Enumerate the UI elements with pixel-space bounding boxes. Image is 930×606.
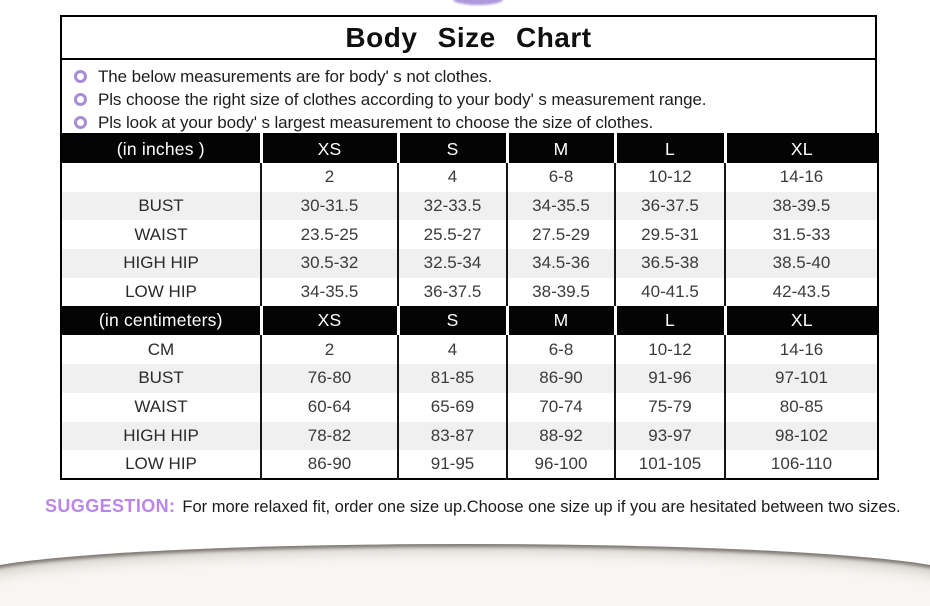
value-cell: 80-85: [725, 393, 878, 422]
header-panel: [60, 15, 877, 133]
value-cell: 2: [261, 335, 398, 364]
table-row: [61, 450, 878, 479]
size-header-cell: XS: [261, 306, 398, 335]
table-row: [61, 364, 878, 393]
unit-header-cell: (in centimeters): [61, 306, 261, 335]
note-text: The below measurements are for body' s not clothes.: [98, 66, 493, 86]
measure-label-cell: LOW HIP: [61, 278, 261, 307]
value-cell: 81-85: [398, 364, 507, 393]
size-header-cell: M: [507, 306, 615, 335]
value-cell: 91-95: [398, 450, 507, 479]
value-cell: 101-105: [615, 450, 725, 479]
table-row: [61, 393, 878, 422]
value-cell: 36-37.5: [615, 192, 725, 221]
value-cell: 78-82: [261, 422, 398, 451]
size-header-cell: XL: [725, 306, 878, 335]
size-header-cell: L: [615, 134, 725, 163]
unit-header-cell: (in inches ): [61, 134, 261, 163]
value-cell: 32-33.5: [398, 192, 507, 221]
page-title: Body Size Chart: [345, 21, 592, 53]
title-box: [62, 17, 875, 60]
value-cell: 86-90: [261, 450, 398, 479]
value-cell: 30.5-32: [261, 249, 398, 278]
note-item: [74, 65, 869, 88]
note-text: Pls look at your body' s largest measurement to choose the size of clothes.: [98, 112, 654, 132]
value-cell: 34-35.5: [261, 278, 398, 307]
value-cell: 75-79: [615, 393, 725, 422]
value-cell: 98-102: [725, 422, 878, 451]
top-decoration: [453, 0, 503, 5]
table-row: [61, 422, 878, 451]
bullet-ring-icon: [74, 93, 87, 106]
value-cell: 36-37.5: [398, 278, 507, 307]
value-cell: 31.5-33: [725, 220, 878, 249]
value-cell: 38-39.5: [725, 192, 878, 221]
value-cell: 25.5-27: [398, 220, 507, 249]
value-cell: 91-96: [615, 364, 725, 393]
value-cell: 97-101: [725, 364, 878, 393]
size-header-cell: M: [507, 134, 615, 163]
table-row: [61, 249, 878, 278]
table-header-row-inches: [61, 134, 878, 163]
value-cell: 83-87: [398, 422, 507, 451]
value-cell: 76-80: [261, 364, 398, 393]
value-cell: 106-110: [725, 450, 878, 479]
value-cell: 32.5-34: [398, 249, 507, 278]
value-cell: 36.5-38: [615, 249, 725, 278]
table-row: [61, 163, 878, 192]
size-header-cell: XS: [261, 134, 398, 163]
value-cell: 6-8: [507, 163, 615, 192]
value-cell: 88-92: [507, 422, 615, 451]
value-cell: 10-12: [615, 163, 725, 192]
bullet-ring-icon: [74, 116, 87, 129]
suggestion-label: SUGGESTION:: [45, 496, 176, 516]
size-table: [60, 133, 879, 480]
value-cell: 34-35.5: [507, 192, 615, 221]
table-row: [61, 278, 878, 307]
value-cell: 4: [398, 335, 507, 364]
table-header-row-centimeters: [61, 306, 878, 335]
size-header-cell: XL: [725, 134, 878, 163]
bullet-ring-icon: [74, 70, 87, 83]
value-cell: 14-16: [725, 163, 878, 192]
note-text: Pls choose the right size of clothes according to your body' s measurement range.: [98, 89, 707, 109]
value-cell: 42-43.5: [725, 278, 878, 307]
value-cell: 2: [261, 163, 398, 192]
measure-label-cell: HIGH HIP: [61, 422, 261, 451]
bottom-page-shadow: [0, 544, 930, 606]
suggestion-text: For more relaxed fit, order one size up.Choose one size up if you are hesitated between two sizes.: [182, 498, 901, 516]
value-cell: 86-90: [507, 364, 615, 393]
note-item: [74, 88, 869, 111]
table-row: [61, 335, 878, 364]
value-cell: 70-74: [507, 393, 615, 422]
size-header-cell: S: [398, 306, 507, 335]
note-item: [74, 111, 869, 134]
value-cell: 23.5-25: [261, 220, 398, 249]
value-cell: 4: [398, 163, 507, 192]
value-cell: 27.5-29: [507, 220, 615, 249]
measure-label-cell: BUST: [61, 192, 261, 221]
table-row: [61, 220, 878, 249]
value-cell: 6-8: [507, 335, 615, 364]
measure-label-cell: WAIST: [61, 393, 261, 422]
value-cell: 29.5-31: [615, 220, 725, 249]
value-cell: 93-97: [615, 422, 725, 451]
measure-label-cell: LOW HIP: [61, 450, 261, 479]
table-row: [61, 192, 878, 221]
measure-label-cell: BUST: [61, 364, 261, 393]
value-cell: 34.5-36: [507, 249, 615, 278]
value-cell: 38.5-40: [725, 249, 878, 278]
suggestion-line: [45, 496, 915, 517]
measure-label-cell: HIGH HIP: [61, 249, 261, 278]
value-cell: 30-31.5: [261, 192, 398, 221]
value-cell: 14-16: [725, 335, 878, 364]
value-cell: 40-41.5: [615, 278, 725, 307]
size-header-cell: L: [615, 306, 725, 335]
value-cell: 65-69: [398, 393, 507, 422]
size-header-cell: S: [398, 134, 507, 163]
value-cell: 38-39.5: [507, 278, 615, 307]
value-cell: 96-100: [507, 450, 615, 479]
measure-label-cell: CM: [61, 335, 261, 364]
value-cell: 10-12: [615, 335, 725, 364]
measure-label-cell: [61, 163, 261, 192]
value-cell: 60-64: [261, 393, 398, 422]
measure-label-cell: WAIST: [61, 220, 261, 249]
notes-list: [62, 60, 875, 133]
